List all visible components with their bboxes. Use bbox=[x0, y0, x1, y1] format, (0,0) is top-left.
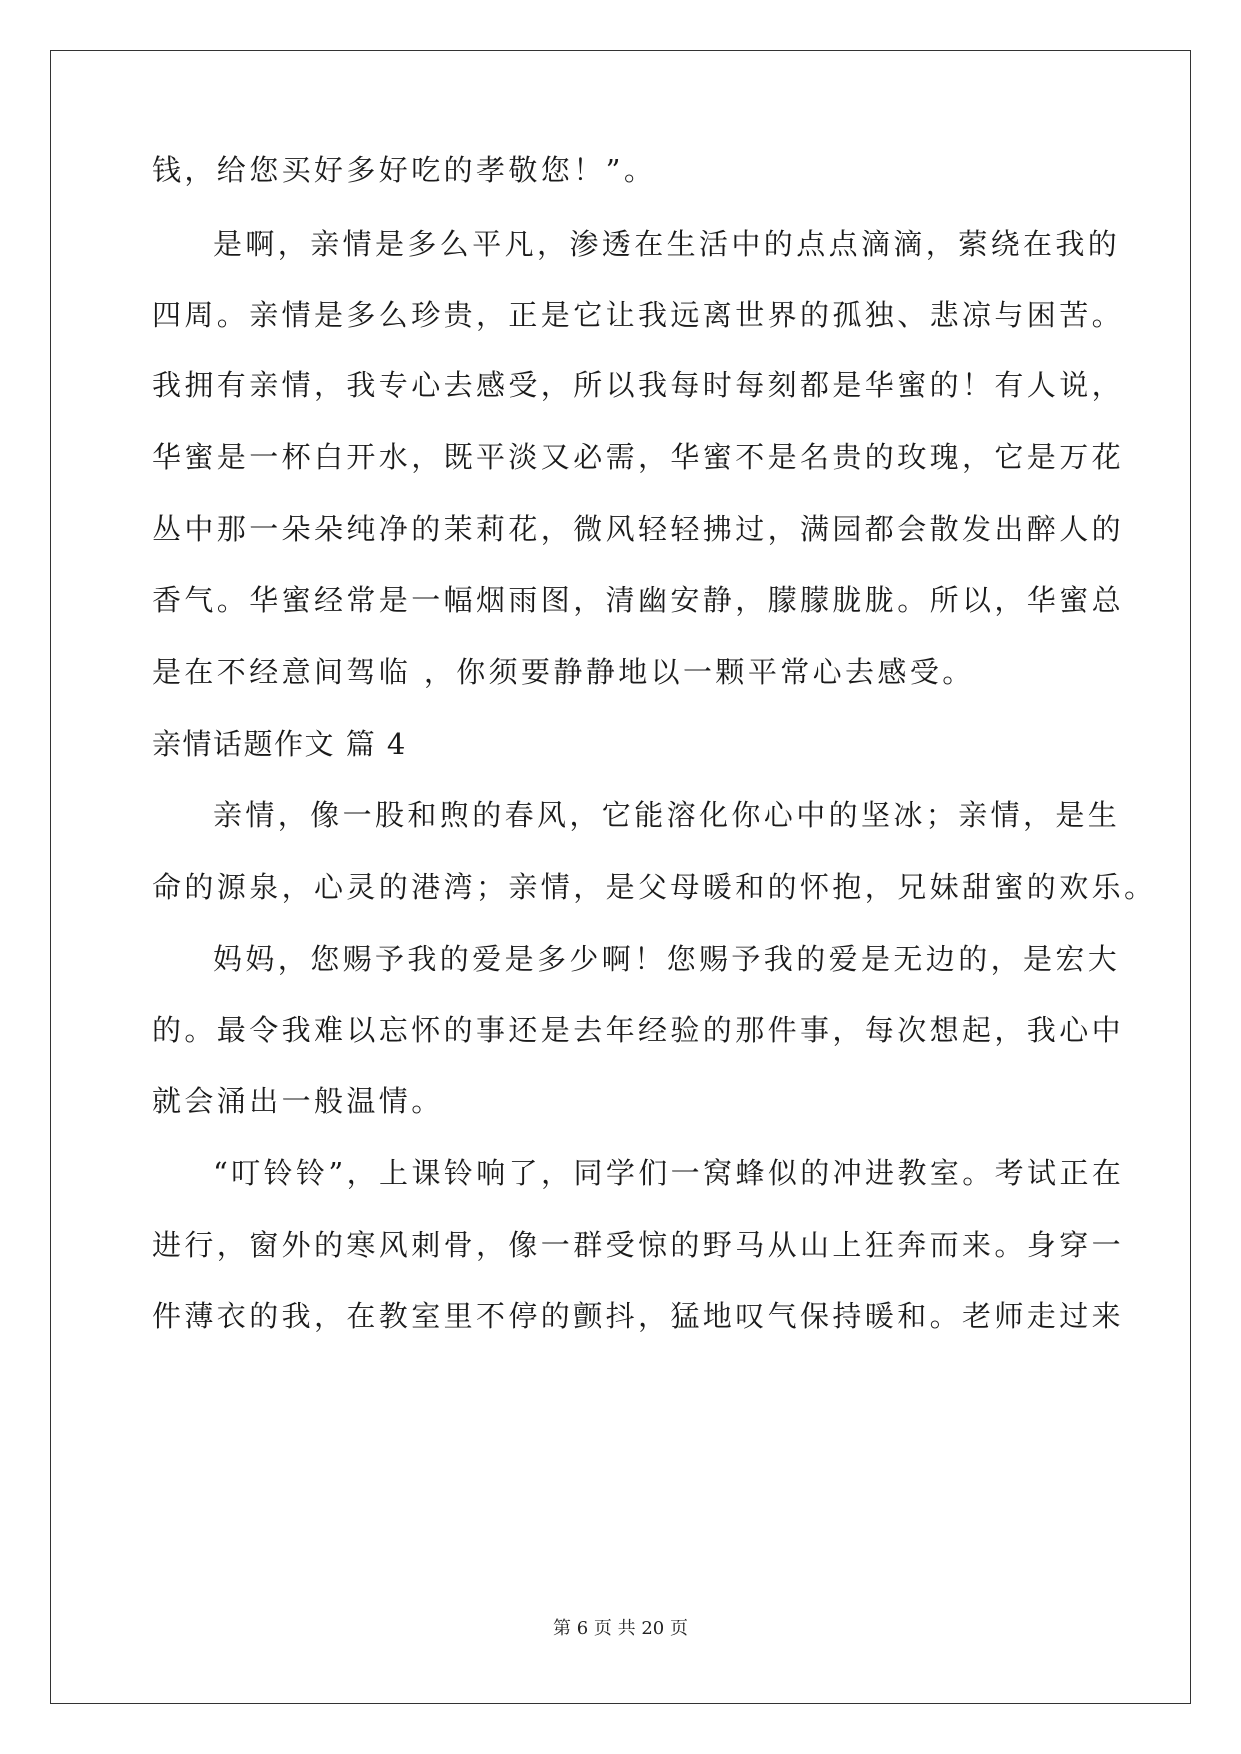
text-line: 华蜜是一杯白开水，既平淡又必需，华蜜不是名贵的玫瑰，它是万花 bbox=[152, 440, 1125, 474]
text-line: 命的源泉，心灵的港湾；亲情，是父母暖和的怀抱，兄妹甜蜜的欢乐。 bbox=[152, 870, 1157, 904]
text-line: 是在不经意间驾临 ，你须要静静地以一颗平常心去感受。 bbox=[152, 655, 975, 689]
paragraph-start-line: “叮铃铃”，上课铃响了，同学们一窝蜂似的冲进教室。考试正在 bbox=[213, 1156, 1125, 1190]
text-line: 进行，窗外的寒风刺骨，像一群受惊的野马从山上狂奔而来。身穿一 bbox=[152, 1228, 1125, 1262]
paragraph-start-line: 是啊，亲情是多么平凡，渗透在生活中的点点滴滴，萦绕在我的 bbox=[213, 227, 1121, 261]
text-line: 我拥有亲情，我专心去感受，所以我每时每刻都是华蜜的！有人说， bbox=[152, 368, 1125, 402]
section-heading: 亲情话题作文 篇 4 bbox=[152, 727, 407, 761]
text-line: 就会涌出一般温情。 bbox=[152, 1084, 444, 1118]
text-line: 香气。华蜜经常是一幅烟雨图，清幽安静，朦朦胧胧。所以，华蜜总 bbox=[152, 583, 1125, 617]
paragraph-start-line: 亲情，像一股和煦的春风，它能溶化你心中的坚冰；亲情，是生 bbox=[213, 798, 1121, 832]
text-line: 四周。亲情是多么珍贵，正是它让我远离世界的孤独、悲凉与困苦。 bbox=[152, 298, 1125, 332]
text-line: 钱，给您买好多好吃的孝敬您！”。 bbox=[152, 153, 657, 187]
page-number: 第 6 页 共 20 页 bbox=[553, 1618, 688, 1639]
paragraph-start-line: 妈妈，您赐予我的爱是多少啊！您赐予我的爱是无边的，是宏大 bbox=[213, 942, 1121, 976]
text-line: 丛中那一朵朵纯净的茉莉花，微风轻轻拂过，满园都会散发出醉人的 bbox=[152, 512, 1125, 546]
text-line: 件薄衣的我，在教室里不停的颤抖，猛地叹气保持暖和。老师走过来 bbox=[152, 1299, 1125, 1333]
text-line: 的。最令我难以忘怀的事还是去年经验的那件事，每次想起，我心中 bbox=[152, 1013, 1125, 1047]
